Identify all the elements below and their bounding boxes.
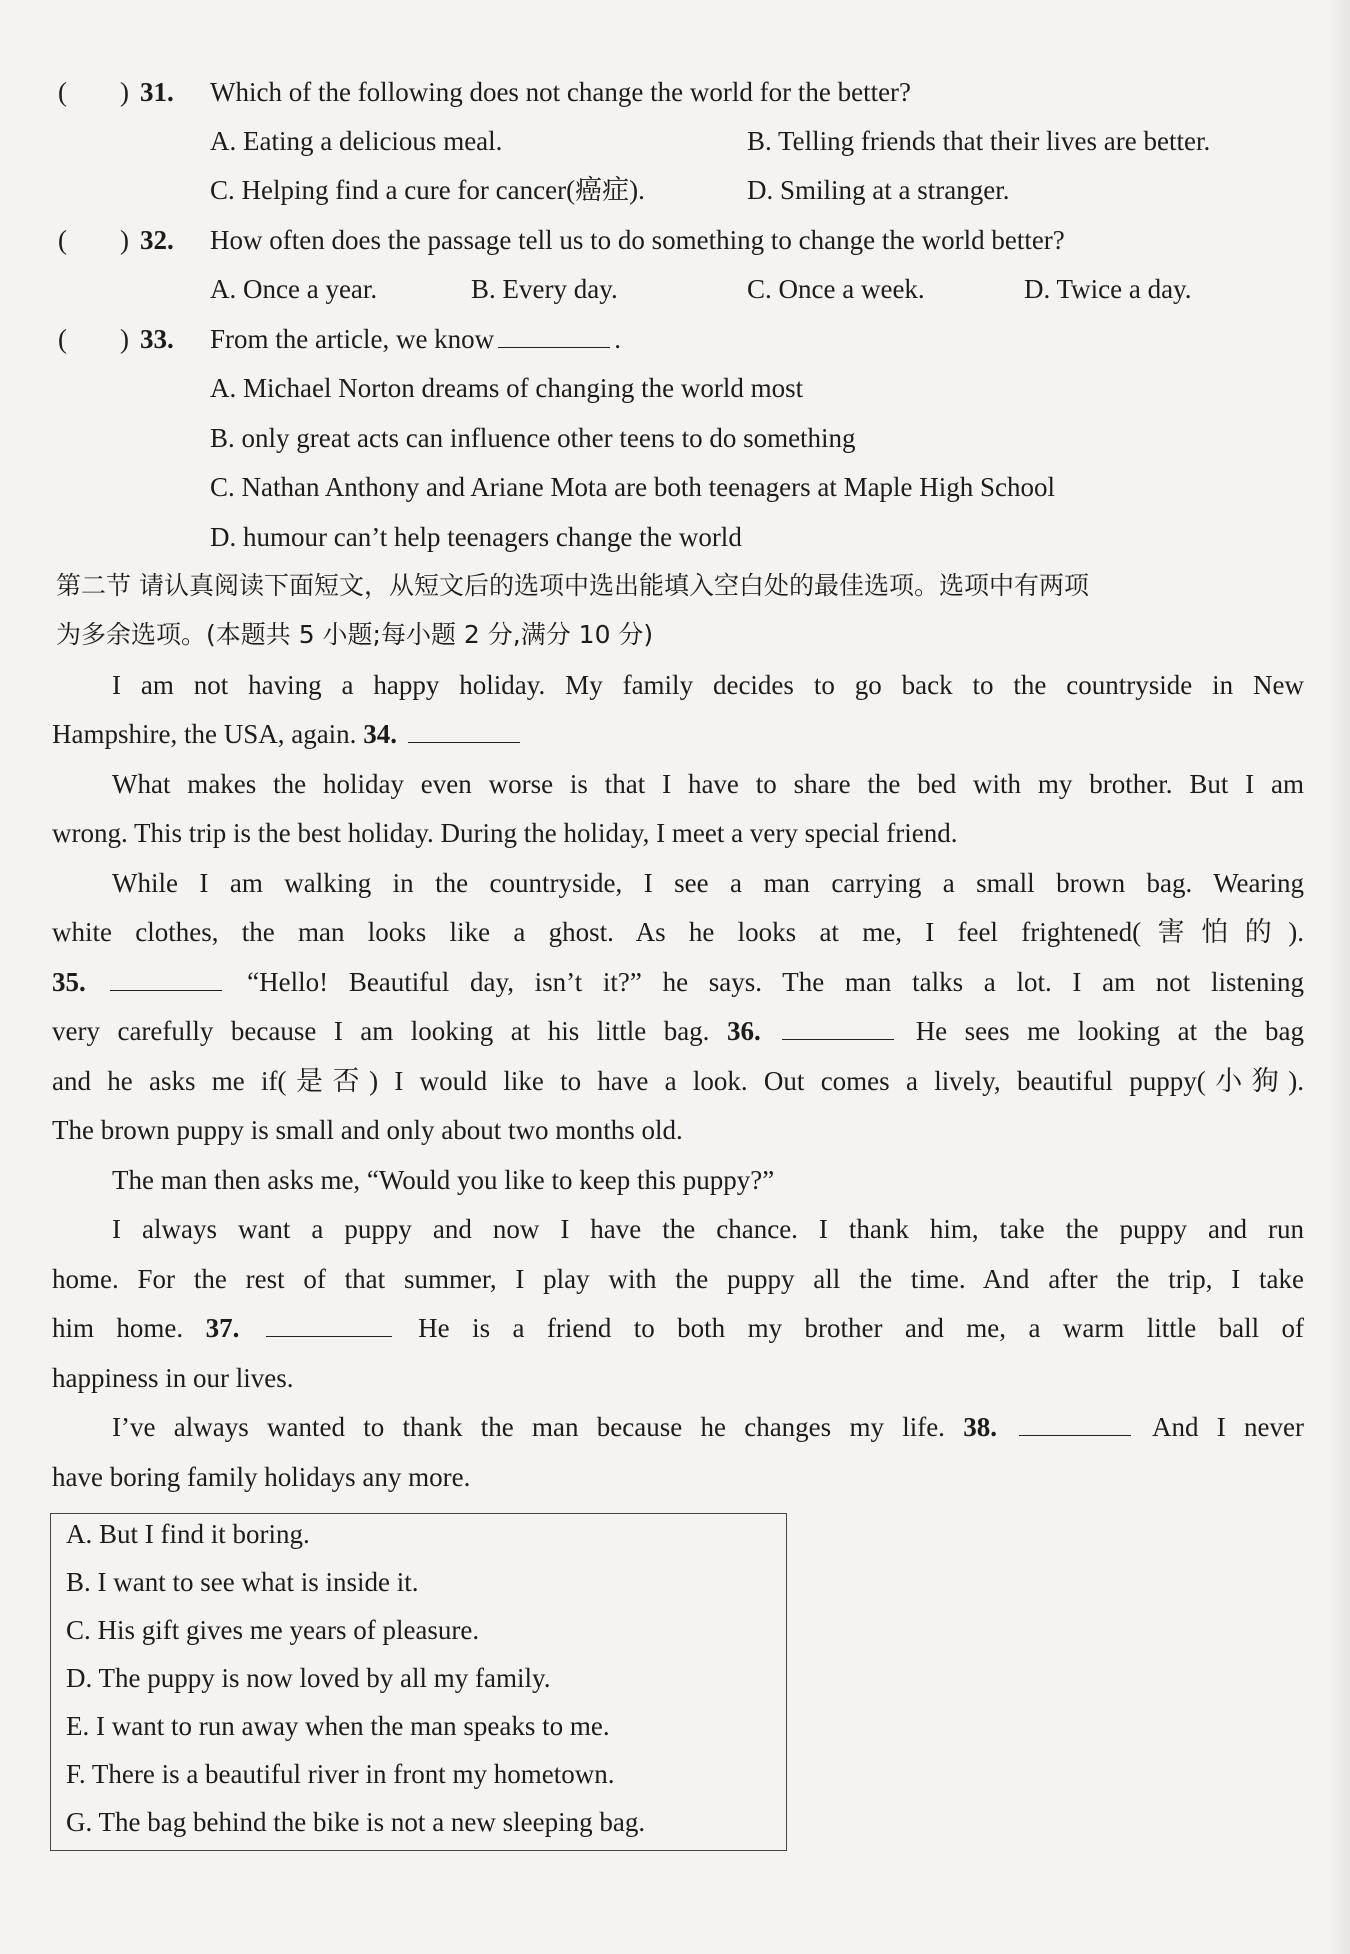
answer-blank-36[interactable] [782,1013,894,1040]
passage-line: have boring family holidays any more. [52,1462,471,1492]
section-heading: 第二节 请认真阅读下面短文，从短文后的选项中选出能填入空白处的最佳选项。选项中有两项 [56,571,1089,600]
choice-e: E. I want to run away when the man speaks to me. [66,1711,610,1741]
choice-f: F. There is a beautiful river in front my hometown. [66,1759,615,1789]
option-c: C. Once a week. [747,274,925,304]
option-b: B. Telling friends that their lives are better. [747,126,1211,156]
answer-bracket[interactable]: ( ) [58,77,129,107]
answer-blank-35[interactable] [110,964,222,991]
option-a: A. Eating a delicious meal. [210,126,503,156]
question-text: How often does the passage tell us to do something to change the world better? [210,225,1065,255]
choice-g: G. The bag behind the bike is not a new sleeping bag. [66,1807,646,1837]
options-row [0,121,1350,161]
option-c: C. Helping find a cure for cancer(癌症). [210,175,645,205]
choice-c: C. His gift gives me years of pleasure. [66,1615,480,1645]
passage-line: The man then asks me, “Would you like to keep this puppy?” [112,1165,775,1195]
option-a: A. Once a year. [210,274,378,304]
answer-blank-37[interactable] [266,1310,392,1337]
passage-line: home. For the rest of that summer, I play with the puppy all the time. And after the trip, I take [52,1264,1304,1294]
answer-blank[interactable] [498,321,610,348]
options-row [0,269,1350,309]
blank-number-34: 34. [363,719,397,749]
choice-a: A. But I find it boring. [66,1519,310,1549]
question-number: 31. [140,77,174,107]
option-c: C. Nathan Anthony and Ariane Mota are both teenagers at Maple High School [210,472,1056,502]
passage-line: What makes the holiday even worse is that I have to share the bed with my brother. But I am [112,769,1304,799]
blank-number-35: 35. [52,967,86,997]
choice-d: D. The puppy is now loved by all my family. [66,1663,551,1693]
answer-blank-38[interactable] [1019,1409,1131,1436]
answer-bracket[interactable]: ( ) [58,324,129,354]
passage-line: I’ve always wanted to thank the man because he changes my life. 38. And I never [112,1407,1304,1447]
option-d: D. Smiling at a stranger. [747,175,1010,205]
question-31 [0,72,1350,112]
blank-number-37: 37. [205,1313,240,1343]
option-b: B. only great acts can influence other teens to do something [210,423,856,453]
option-a: A. Michael Norton dreams of changing the world most [210,373,804,403]
question-number: 33. [140,324,174,354]
question-number: 32. [140,225,174,255]
options-row [0,170,1350,210]
question-text: From the article, we know . [210,319,621,359]
passage-line: wrong. This trip is the best holiday. During the holiday, I meet a very special friend. [52,818,958,848]
passage-line: and he asks me if(是否) I would like to have a look. Out comes a lively, beautiful puppy(小狗). [52,1066,1304,1096]
passage-line: happiness in our lives. [52,1363,294,1393]
passage-line: The brown puppy is small and only about two months old. [52,1115,683,1145]
blank-number-38: 38. [963,1412,997,1442]
passage-line: Hampshire, the USA, again. 34. [52,714,1350,754]
passage-line: While I am walking in the countryside, I see a man carrying a small brown bag. Wearing [112,868,1304,898]
answer-blank-34[interactable] [408,716,520,743]
passage-line: I always want a puppy and now I have the chance. I thank him, take the puppy and run [112,1214,1304,1244]
option-d: D. humour can’t help teenagers change the world [210,522,742,552]
choice-b: B. I want to see what is inside it. [66,1567,419,1597]
passage-line: white clothes, the man looks like a ghost. As he looks at me, I feel frightened(害怕的). [52,917,1304,947]
blank-number-36: 36. [726,1016,761,1046]
question-32 [0,220,1350,260]
option-d: D. Twice a day. [1024,274,1192,304]
choices-box [50,1513,787,1851]
answer-bracket[interactable]: ( ) [58,225,129,255]
option-b: B. Every day. [471,274,618,304]
question-text: Which of the following does not change the world for the better? [210,77,912,107]
passage-line: very carefully because I am looking at his little bag. 36. He sees me looking at the bag [52,1011,1304,1051]
passage-line: I am not having a happy holiday. My family decides to go back to the countryside in New [112,670,1304,700]
section-instructions: 为多余选项。(本题共 5 小题;每小题 2 分,满分 10 分) [56,620,654,649]
passage-line: him home. 37. He is a friend to both my brother and me, a warm little ball of [52,1308,1304,1348]
question-33 [0,319,1350,359]
passage-line: 35. “Hello! Beautiful day, isn’t it?” he says. The man talks a lot. I am not listening [52,962,1304,1002]
